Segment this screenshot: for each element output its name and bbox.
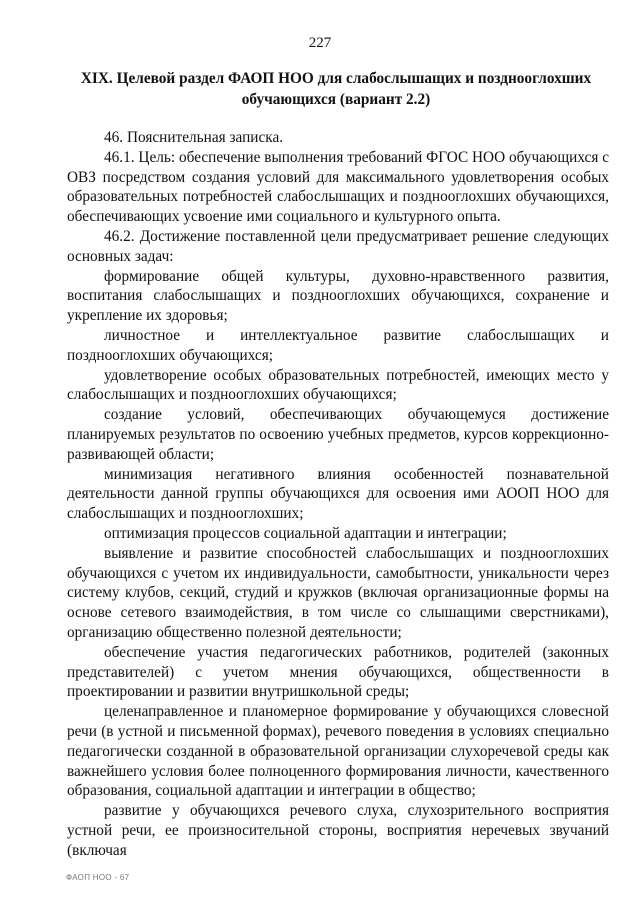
- paragraph: оптимизация процессов социальной адаптации и интеграции;: [104, 524, 507, 542]
- paragraph: целенаправленное и планомерное формирование у обучающихся словесной речи (в устной и письменной формах), речевого поведения в условиях специально педагогически созданной в образовательной организации слухоречевой среды как важнейшего условия более полноценного формирования личности, качественного образования, социальной адаптации и интеграции в общество;: [67, 703, 609, 800]
- paragraph: удовлетворение особых образовательных потребностей, имеющих место у слабослышащих и позднооглохших обучающихся;: [67, 366, 609, 404]
- paragraph: обеспечение участия педагогических работников, родителей (законных представителей) с учетом мнения обучающихся, общественности в проектировании и развитии внутришкольной среды;: [67, 643, 609, 701]
- paragraph: 46. Пояснительная записка.: [104, 129, 284, 146]
- paragraph: развитие у обучающихся речевого слуха, слухозрительного восприятия устной речи, ее произносительной стороны, восприятия неречевых звучаний (включая: [67, 802, 609, 859]
- paragraph: выявление и развитие способностей слабослышащих и позднооглохших обучающихся с учетом их индивидуальности, самобытности, уникальности через систему клубов, секций, студий и кружков (включая организационные формы на основе сетевого взаимодействия, в том числе со слышащими сверстниками), организацию общественно полезной деятельности;: [67, 544, 609, 641]
- footer-code: ФАОП НОО - 67: [66, 873, 130, 882]
- paragraph: создание условий, обеспечивающих обучающемуся достижение планируемых результатов по освоению учебных предметов, курсов коррекционно-развивающей области;: [67, 406, 609, 463]
- paragraph: минимизация негативного влияния особенностей познавательной деятельности данной группы обучающихся для освоения ими АООП НОО для слабослышащих и позднооглохших;: [67, 465, 609, 523]
- paragraph: 46.2. Достижение поставленной цели предусматривает решение следующих основных задач:: [67, 227, 609, 265]
- page-number: 227: [308, 35, 332, 51]
- document-body: [67, 128, 609, 860]
- paragraph: формирование общей культуры, духовно-нравственного развития, воспитания слабослышащих и позднооглохших обучающихся, сохранение и укрепление их здоровья;: [67, 267, 609, 325]
- paragraph: личностное и интеллектуальное развитие слабослышащих и позднооглохших обучающихся;: [67, 326, 609, 364]
- paragraph: 46.1. Цель: обеспечение выполнения требований ФГОС НОО обучающихся с ОВЗ посредством создания условий для максимального удовлетворения особых образовательных потребностей слабослышащих и позднооглохших обучающихся, обеспечивающих усвоение ими социального и культурного опыта.: [67, 148, 609, 226]
- section-title: XIX. Целевой раздел ФАОП НОО для слабослышащих и позднооглохших обучающихся (вариант 2.2): [80, 70, 592, 108]
